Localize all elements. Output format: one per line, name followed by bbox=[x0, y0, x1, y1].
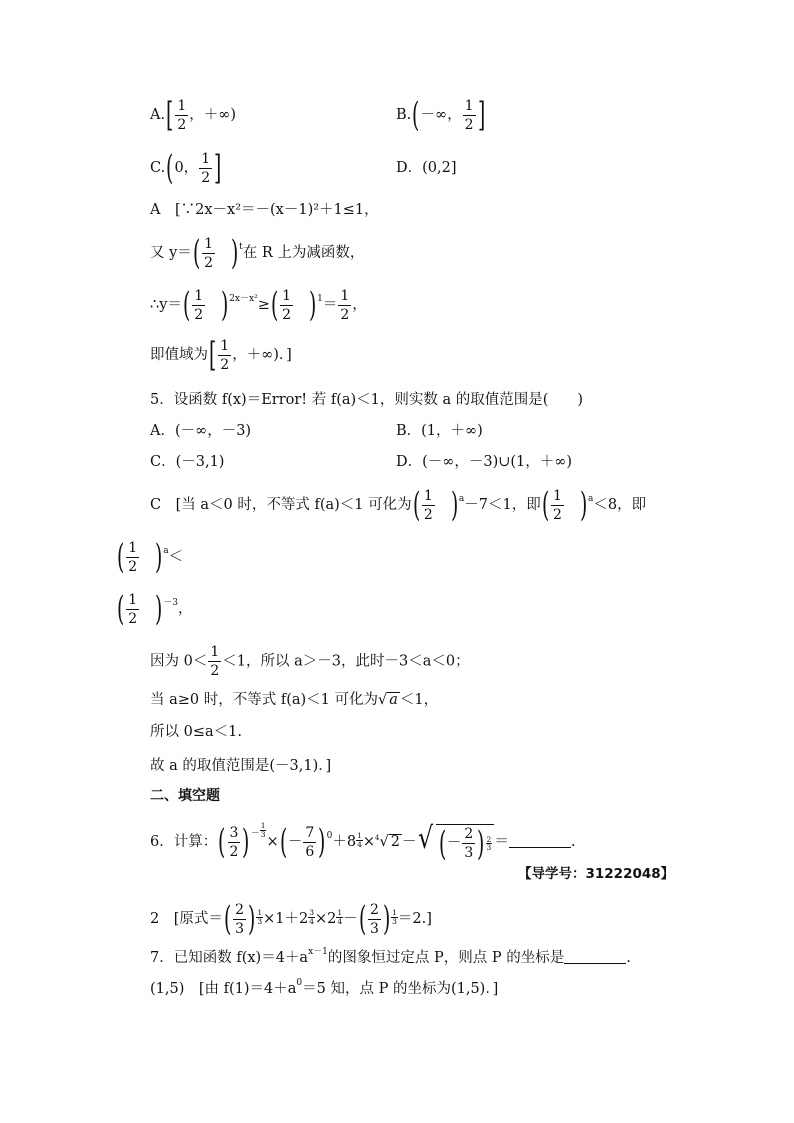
text: × bbox=[266, 834, 279, 850]
text: 在 R 上为减函数， bbox=[242, 245, 365, 261]
text: －7＜1，即 bbox=[464, 497, 541, 513]
root-index: 4 bbox=[375, 834, 380, 842]
left-paren: ( bbox=[116, 589, 125, 629]
guide-number: 【导学号：31222048】 bbox=[518, 866, 675, 882]
numerator: 1 bbox=[337, 908, 343, 917]
right-paren: ) bbox=[579, 485, 588, 525]
option-c: C．(－3,1) bbox=[150, 454, 225, 470]
denominator: 2 bbox=[464, 116, 474, 133]
denominator: 3 bbox=[486, 843, 492, 852]
text: ＝2.] bbox=[397, 911, 432, 927]
exponent: 0 bbox=[296, 978, 303, 988]
solution-line-4 bbox=[150, 335, 292, 375]
text: C [当 a＜0 时，不等式 f(a)＜1 可化为 bbox=[150, 497, 412, 513]
sign: － bbox=[287, 834, 303, 850]
fraction bbox=[338, 289, 351, 322]
numerator: 1 bbox=[357, 831, 362, 840]
text: 因为 0＜ bbox=[150, 653, 208, 670]
solution-line-2 bbox=[116, 537, 184, 577]
option-b bbox=[396, 95, 486, 135]
left-paren: ( bbox=[358, 899, 366, 939]
fraction bbox=[462, 827, 475, 860]
right-bracket: ] bbox=[477, 95, 485, 135]
numerator: 1 bbox=[257, 908, 263, 917]
radicand: 2 bbox=[390, 834, 400, 850]
exponent: 1 bbox=[317, 294, 323, 304]
fraction bbox=[208, 645, 221, 678]
exponent-fraction bbox=[391, 909, 398, 925]
left-paren: ( bbox=[279, 822, 287, 862]
fraction bbox=[551, 489, 564, 522]
text: ， bbox=[178, 601, 193, 617]
exponent-fraction bbox=[486, 836, 493, 852]
fraction bbox=[422, 489, 435, 522]
exponent: a bbox=[588, 494, 594, 504]
square-root bbox=[416, 820, 494, 864]
text: ，＋∞)．] bbox=[232, 347, 292, 363]
numerator: 7 bbox=[305, 824, 315, 841]
denominator: 3 bbox=[464, 845, 474, 861]
section-title: 二、填空题 bbox=[150, 788, 220, 804]
fraction bbox=[175, 99, 188, 132]
numerator: 1 bbox=[220, 337, 230, 354]
right-paren: ) bbox=[308, 285, 317, 325]
fraction bbox=[202, 237, 215, 270]
numerator: 1 bbox=[464, 97, 474, 114]
numerator: 1 bbox=[423, 487, 433, 504]
text: 当 a≥0 时，不等式 f(a)＜1 可化为 bbox=[150, 692, 379, 708]
denominator: 3 bbox=[235, 920, 245, 937]
left-bracket: [ bbox=[166, 95, 174, 135]
denominator: 3 bbox=[257, 916, 263, 926]
option-d: D．(－∞，－3)∪(1，＋∞) bbox=[396, 454, 573, 470]
right-paren: ) bbox=[230, 233, 239, 273]
question-7-answer bbox=[150, 979, 498, 997]
exponent-fraction bbox=[356, 832, 363, 848]
left-paren: ( bbox=[541, 485, 549, 525]
left-paren: ( bbox=[182, 285, 191, 325]
text: 的图象恒过定点 P，则点 P 的坐标是 bbox=[327, 950, 565, 966]
answer-blank[interactable] bbox=[564, 962, 626, 964]
numerator: 1 bbox=[194, 287, 204, 304]
text: 6．计算： bbox=[150, 834, 218, 850]
fraction bbox=[463, 99, 476, 132]
text: － bbox=[343, 911, 358, 927]
right-paren: ) bbox=[477, 823, 485, 864]
solution-line-3 bbox=[150, 285, 367, 325]
exponent: 2x－x² bbox=[229, 294, 258, 304]
text: . bbox=[570, 834, 576, 850]
numerator: 1 bbox=[128, 539, 138, 556]
denominator: 4 bbox=[357, 839, 362, 849]
fraction bbox=[228, 826, 241, 859]
left-paren: ( bbox=[116, 537, 125, 577]
radicand: a bbox=[389, 692, 398, 708]
denominator: 4 bbox=[309, 916, 315, 926]
right-paren: ) bbox=[318, 822, 326, 862]
left-paren: ( bbox=[270, 285, 279, 325]
numerator: 2 bbox=[486, 834, 492, 844]
option-a bbox=[150, 95, 237, 135]
option-c-mid: 0， bbox=[174, 160, 199, 176]
option-c bbox=[150, 148, 222, 188]
right-paren: ) bbox=[155, 589, 163, 629]
denominator: 3 bbox=[392, 916, 397, 926]
right-paren: ) bbox=[382, 899, 391, 939]
text: ＝5 知，点 P 的坐标为(1,5)．] bbox=[302, 981, 499, 997]
solution-line-6: 所以 0≤a＜1. bbox=[150, 724, 242, 740]
text: － bbox=[401, 834, 417, 850]
exponent: a bbox=[163, 546, 169, 556]
fraction bbox=[233, 903, 246, 936]
option-b: B．(1，＋∞) bbox=[396, 423, 483, 439]
exponent: a bbox=[458, 494, 465, 504]
solution-line-4 bbox=[150, 645, 470, 678]
left-paren: ( bbox=[438, 823, 446, 864]
numerator: 1 bbox=[282, 287, 292, 304]
text: ， bbox=[352, 297, 367, 313]
left-paren: ( bbox=[412, 485, 420, 525]
question-6-answer bbox=[150, 899, 432, 939]
right-paren: ) bbox=[220, 285, 229, 325]
left-bracket: [ bbox=[208, 335, 217, 375]
denominator: 2 bbox=[128, 558, 138, 575]
option-a-label: A. bbox=[150, 107, 166, 123]
option-b-label: B. bbox=[396, 107, 412, 123]
option-b-mid: －∞， bbox=[420, 107, 462, 123]
text: . bbox=[626, 950, 631, 966]
numerator: 1 bbox=[392, 908, 397, 917]
text: ＜1， bbox=[399, 692, 439, 708]
denominator: 6 bbox=[305, 843, 315, 860]
exponent bbox=[250, 821, 267, 839]
denominator: 3 bbox=[369, 920, 379, 937]
text: ×1＋2 bbox=[263, 911, 309, 927]
denominator: 2 bbox=[204, 254, 213, 271]
numerator: 2 bbox=[369, 901, 379, 918]
left-paren: ( bbox=[218, 822, 226, 862]
left-paren: ( bbox=[223, 899, 232, 939]
right-paren: ) bbox=[242, 822, 250, 862]
denominator: 2 bbox=[282, 306, 292, 323]
denominator: 2 bbox=[201, 169, 211, 186]
numerator: 1 bbox=[210, 644, 220, 660]
denominator: 2 bbox=[220, 356, 230, 373]
numerator: 3 bbox=[309, 908, 315, 917]
text: ＝ bbox=[494, 834, 509, 850]
right-bracket: ] bbox=[214, 148, 222, 188]
option-a: A．(－∞，－3) bbox=[150, 423, 252, 439]
sign: － bbox=[446, 835, 462, 852]
denominator: 2 bbox=[194, 306, 204, 323]
numerator: 1 bbox=[177, 97, 187, 114]
solution-line-7: 故 a 的取值范围是(－3,1)．] bbox=[150, 758, 332, 774]
numerator: 1 bbox=[204, 235, 213, 252]
left-paren: ( bbox=[192, 233, 201, 273]
question-6-stem: 6．计算：( $\frac{3}{2}$ )$^{- \frac{1}{3}}$ ×(－ $\frac{7}{6}$ )$^0$＋8 $\frac{1}{4}$ ×$^4$√ 2 － √ ( － $\frac{2}{3}$ ) $\frac{2}{3}$ ＝ . bbox=[150, 820, 576, 864]
text: ≥ bbox=[257, 297, 270, 313]
numerator: 1 bbox=[201, 150, 211, 167]
right-paren: ) bbox=[450, 485, 458, 525]
option-d: D．(0,2] bbox=[396, 160, 457, 176]
option-c-label: C. bbox=[150, 160, 166, 176]
text: 又 y＝ bbox=[150, 245, 192, 261]
fraction bbox=[218, 339, 231, 372]
denominator: 2 bbox=[340, 306, 350, 323]
fraction bbox=[303, 826, 316, 859]
question-5-stem: 5．设函数 f(x)＝Error! 若 f(a)＜1，则实数 a 的取值范围是( ) bbox=[150, 392, 584, 408]
fraction bbox=[368, 903, 381, 936]
solution-line-5: 当 a≥0 时，不等式 f(a)＜1 可化为√ a ＜1， bbox=[150, 692, 439, 708]
left-paren: ( bbox=[166, 148, 174, 188]
denominator: 3 bbox=[260, 829, 266, 839]
exponent: t bbox=[239, 242, 243, 252]
text: (1,5) [由 f(1)＝4＋a bbox=[150, 981, 297, 997]
text: 2 [原式＝ bbox=[150, 911, 223, 927]
radicand bbox=[436, 823, 495, 864]
text: ∴y＝ bbox=[150, 297, 182, 313]
text: 7．已知函数 f(x)＝4＋a bbox=[150, 950, 309, 966]
exponent: 0 bbox=[326, 831, 333, 841]
option-a-rest: ，＋∞) bbox=[189, 107, 237, 123]
denominator: 2 bbox=[128, 610, 138, 627]
denominator: 4 bbox=[337, 916, 343, 926]
denominator: 2 bbox=[177, 116, 187, 133]
fraction bbox=[192, 289, 205, 322]
denominator: 2 bbox=[229, 843, 239, 860]
numerator: 2 bbox=[235, 901, 245, 918]
radical-sign: √ bbox=[418, 820, 434, 856]
fraction bbox=[199, 152, 212, 185]
exponent: －3 bbox=[163, 598, 179, 608]
text: ＋8 bbox=[332, 834, 357, 850]
solution-line-1: A [∵2x－x²＝－(x－1)²＋1≤1， bbox=[150, 202, 379, 218]
numerator: 1 bbox=[552, 487, 562, 504]
fraction bbox=[126, 541, 139, 574]
numerator: 1 bbox=[128, 591, 138, 608]
text: ＜8，即 bbox=[593, 497, 647, 513]
answer-blank[interactable] bbox=[509, 846, 571, 848]
solution-line-3 bbox=[116, 589, 193, 629]
right-paren: ) bbox=[155, 537, 163, 577]
text: ＝ bbox=[322, 297, 338, 313]
sign: － bbox=[250, 829, 260, 839]
text: 即值域为 bbox=[150, 347, 208, 363]
solution-line-1 bbox=[150, 485, 647, 525]
question-7-stem bbox=[150, 948, 631, 966]
solution-line-2 bbox=[150, 233, 365, 273]
text: × bbox=[362, 834, 375, 850]
exponent: x－1 bbox=[308, 947, 328, 957]
text: ×2 bbox=[315, 911, 337, 927]
text: ＜1，所以 a＞－3，此时－3＜a＜0； bbox=[222, 653, 470, 670]
denominator: 2 bbox=[423, 506, 433, 523]
text: ＜ bbox=[168, 549, 184, 565]
left-paren: ( bbox=[412, 95, 420, 135]
numerator: 1 bbox=[260, 821, 266, 830]
numerator: 2 bbox=[464, 826, 474, 842]
numerator: 1 bbox=[340, 287, 350, 304]
right-paren: ) bbox=[248, 899, 256, 939]
denominator: 2 bbox=[552, 506, 562, 523]
exponent-fraction bbox=[308, 909, 315, 925]
fraction bbox=[126, 593, 139, 626]
fraction bbox=[280, 289, 293, 322]
numerator: 3 bbox=[229, 824, 239, 841]
denominator: 2 bbox=[210, 663, 220, 679]
